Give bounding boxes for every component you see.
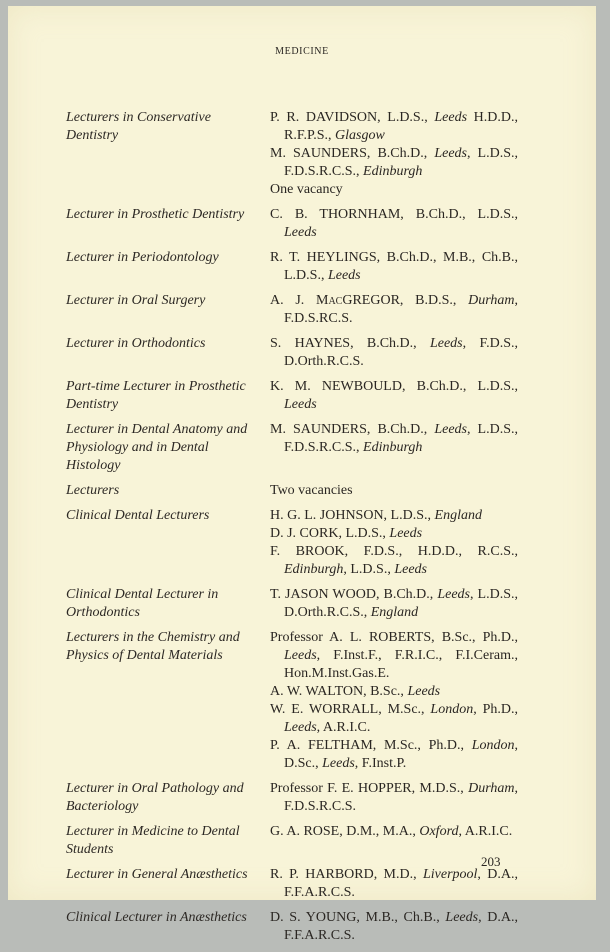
post-holders	[270, 909, 518, 945]
staff-entry	[66, 335, 526, 371]
post-title: Part-time Lecturer in Prosthetic Dentistry	[66, 379, 246, 412]
holder-name: Professor A. L. ROBERTS, B.Sc., Ph.D., Leeds, F.Inst.F., F.R.I.C., F.I.Ceram., Hon.M.Inst.Gas.E.	[270, 630, 518, 681]
post-title: Lecturers in the Chemistry and Physics of Dental Materials	[66, 630, 240, 663]
post-title: Lecturers	[66, 483, 120, 498]
post-holders	[270, 866, 518, 902]
post-holders	[270, 109, 518, 199]
post-title: Lecturer in Oral Surgery	[66, 293, 206, 308]
staff-entry	[66, 780, 526, 816]
staff-entry	[66, 292, 526, 328]
holder-name: C. B. THORNHAM, B.Ch.D., L.D.S., Leeds	[270, 207, 518, 240]
staff-entry	[66, 909, 526, 945]
post-title: Clinical Dental Lecturer in Orthodontics	[66, 587, 219, 620]
holder-name: W. E. WORRALL, M.Sc., London, Ph.D., Leeds, A.R.I.C.	[270, 702, 518, 735]
post-holders	[270, 421, 518, 457]
post-holders	[270, 335, 518, 371]
holder-name: H. G. L. JOHNSON, L.D.S., England	[270, 508, 482, 523]
post-title: Lecturer in Medicine to Dental Students	[66, 824, 240, 857]
holder-name: Professor F. E. HOPPER, M.D.S., Durham, F.D.S.R.C.S.	[270, 781, 518, 814]
post-holders	[270, 482, 518, 500]
holder-name: D. J. CORK, L.D.S., Leeds	[270, 526, 423, 541]
holder-name: A. W. WALTON, B.Sc., Leeds	[270, 684, 441, 699]
post-title: Lecturer in Prosthetic Dentistry	[66, 207, 245, 222]
holder-name: R. P. HARBORD, M.D., Liverpool, D.A., F.F.A.R.C.S.	[270, 867, 518, 900]
staff-entry	[66, 507, 526, 579]
post-holders	[270, 292, 518, 328]
post-holders	[270, 586, 518, 622]
holder-name: S. HAYNES, B.Ch.D., Leeds, F.D.S., D.Orth.R.C.S.	[270, 336, 518, 369]
post-title: Lecturer in Orthodontics	[66, 336, 206, 351]
post-title: Lecturer in Oral Pathology and Bacteriology	[66, 781, 244, 814]
post-holders	[270, 206, 518, 242]
holder-name: R. T. HEYLINGS, B.Ch.D., M.B., Ch.B., L.D.S., Leeds	[270, 250, 518, 283]
staff-entry	[66, 109, 526, 199]
staff-entry	[66, 482, 526, 500]
page-number: 203	[481, 854, 501, 869]
holder-name: G. A. ROSE, D.M., M.A., Oxford, A.R.I.C.	[270, 824, 513, 839]
book-page	[8, 6, 596, 943]
holder-name: T. JASON WOOD, B.Ch.D., Leeds, L.D.S., D.Orth.R.C.S., England	[270, 587, 519, 620]
holder-name: P. A. FELTHAM, M.Sc., Ph.D., London, D.Sc., Leeds, F.Inst.P.	[270, 738, 518, 771]
holder-name: P. R. DAVIDSON, L.D.S., Leeds H.D.D., R.F.P.S., Glasgow	[270, 110, 518, 143]
holder-name: M. SAUNDERS, B.Ch.D., Leeds, L.D.S., F.D.S.R.C.S., Edinburgh	[270, 422, 519, 455]
post-holders	[270, 378, 518, 414]
post-title: Clinical Dental Lecturers	[66, 508, 210, 523]
post-holders	[270, 629, 518, 773]
holder-name: F. BROOK, F.D.S., H.D.D., R.C.S., Edinburgh, L.D.S., Leeds	[270, 544, 518, 577]
staff-entry	[66, 249, 526, 285]
staff-entry	[66, 629, 526, 773]
staff-entry	[66, 823, 526, 859]
holder-name: D. S. YOUNG, M.B., Ch.B., Leeds, D.A., F.F.A.R.C.S.	[270, 910, 518, 943]
post-title: Clinical Lecturer in Anæsthetics	[66, 910, 247, 925]
staff-entry	[66, 421, 526, 475]
staff-list	[66, 109, 526, 952]
post-holders	[270, 780, 518, 816]
holder-name: K. M. NEWBOULD, B.Ch.D., L.D.S., Leeds	[270, 379, 518, 412]
holder-name: Two vacancies	[270, 483, 353, 498]
staff-entry	[66, 378, 526, 414]
staff-entry	[66, 206, 526, 242]
post-title: Lecturer in Periodontology	[66, 250, 219, 265]
holder-name: M. SAUNDERS, B.Ch.D., Leeds, L.D.S., F.D.S.R.C.S., Edinburgh	[270, 146, 519, 179]
post-holders	[270, 507, 518, 579]
post-title: Lecturer in Dental Anatomy and Physiology and in Dental Histology	[66, 422, 248, 473]
holder-name: A. J. MacGREGOR, B.D.S., Durham, F.D.S.RC.S.	[270, 293, 518, 326]
staff-entry	[66, 866, 526, 902]
running-head: MEDICINE	[275, 46, 329, 57]
post-holders	[270, 823, 518, 841]
post-holders	[270, 249, 518, 285]
holder-name: One vacancy	[270, 182, 343, 197]
post-title: Lecturers in Conservative Dentistry	[66, 110, 211, 143]
staff-entry	[66, 586, 526, 622]
post-title: Lecturer in General Anæsthetics	[66, 867, 248, 882]
